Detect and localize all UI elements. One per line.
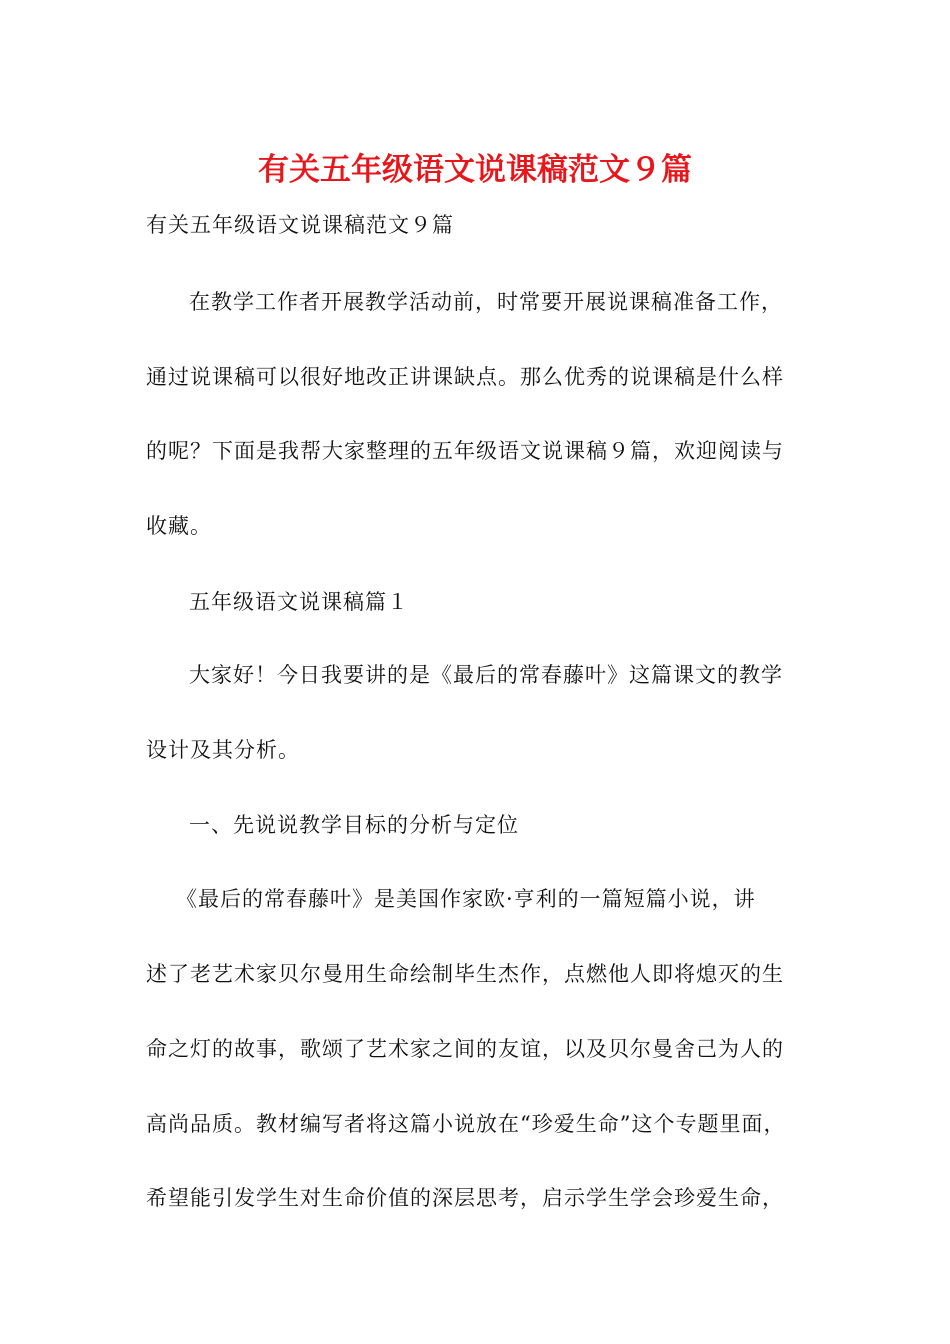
body-line: 的呢？下面是我帮大家整理的五年级语文说课稿９篇，欢迎阅读与 <box>146 439 784 463</box>
body-line: 设计及其分析。 <box>146 738 300 762</box>
section-heading: 五年级语文说课稿篇１ <box>189 590 409 614</box>
body-line: 高尚品质。教材编写者将这篇小说放在“珍爱生命”这个专题里面， <box>146 1112 786 1136</box>
body-line: 通过说课稿可以很好地改正讲课缺点。那么优秀的说课稿是什么样 <box>146 365 784 389</box>
body-line: 收藏。 <box>146 514 212 538</box>
subtitle-line: 有关五年级语文说课稿范文９篇 <box>146 213 454 237</box>
body-line: 大家好！今日我要讲的是《最后的常春藤叶》这篇课文的教学 <box>189 663 783 687</box>
body-line: 命之灯的故事，歌颂了艺术家之间的友谊，以及贝尔曼舍己为人的 <box>146 1037 784 1061</box>
body-line: 述了老艺术家贝尔曼用生命绘制毕生杰作，点燃他人即将熄灭的生 <box>146 962 784 986</box>
body-line: 《最后的常春藤叶》是美国作家欧·亨利的一篇短篇小说，讲 <box>176 887 756 911</box>
document-title: 有关五年级语文说课稿范文９篇 <box>258 152 692 188</box>
body-line: 希望能引发学生对生命价值的深层思考，启示学生学会珍爱生命， <box>146 1186 784 1210</box>
subsection-heading: 一、先说说教学目标的分析与定位 <box>189 813 519 837</box>
body-line: 在教学工作者开展教学活动前，时常要开展说课稿准备工作， <box>189 290 783 314</box>
